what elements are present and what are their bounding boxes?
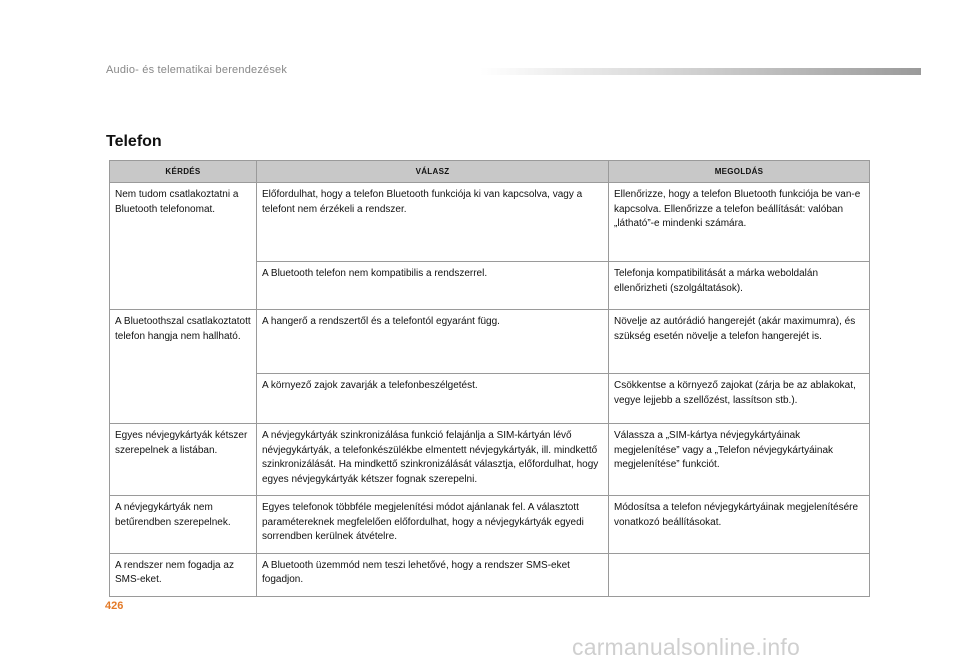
table-row [110, 424, 870, 496]
answer-cell: A Bluetooth telefon nem kompatibilis a rendszerrel. [257, 262, 609, 310]
table-row [110, 310, 870, 374]
question-cell: Egyes névjegykártyák kétszer szerepelnek a listában. [110, 424, 257, 496]
question-cell: Nem tudom csatlakoztatni a Bluetooth telefonomat. [110, 183, 257, 310]
solution-cell: Telefonja kompatibilitását a márka weboldalán ellenőrizheti (szolgáltatások). [609, 262, 870, 310]
column-header-question: KÉRDÉS [110, 161, 257, 183]
watermark: carmanualsonline.info [572, 634, 800, 660]
troubleshooting-table [109, 160, 870, 597]
table-row [110, 553, 870, 596]
answer-cell: A névjegykártyák szinkronizálása funkció felajánlja a SIM-kártyán lévő névjegykártyák, a telefonkészülékbe elmentett névjegykártyák, ill. mindkettő szinkronizálását. Ha mindkettő szinkronizálását választja, előfordulhat, hogy egyes névjegykártyák kétszer fognak szerepelni. [257, 424, 609, 496]
section-title: Audio- és telematikai berendezések [106, 64, 288, 76]
question-cell: A rendszer nem fogadja az SMS-eket. [110, 553, 257, 596]
answer-cell: A környező zajok zavarják a telefonbeszélgetést. [257, 374, 609, 424]
solution-cell: Válassza a „SIM-kártya névjegykártyáinak megjelenítése” vagy a „Telefon névjegykártyáinak megjelenítése” funkciót. [609, 424, 870, 496]
answer-cell: Egyes telefonok többféle megjelenítési módot ajánlanak fel. A választott paramétereknek megfelelően előfordulhat, hogy a névjegykártyák egyedi sorrendben kerülnek átvételre. [257, 496, 609, 554]
solution-cell [609, 553, 870, 596]
column-header-solution: MEGOLDÁS [609, 161, 870, 183]
answer-cell: Előfordulhat, hogy a telefon Bluetooth funkciója ki van kapcsolva, vagy a telefont nem érzékeli a rendszer. [257, 183, 609, 262]
header-decorative-bar [480, 68, 921, 75]
solution-cell: Ellenőrizze, hogy a telefon Bluetooth funkciója be van-e kapcsolva. Ellenőrizze a telefon beállítását: valóban „látható”-e mindenki számára. [609, 183, 870, 262]
solution-cell: Módosítsa a telefon névjegykártyáinak megjelenítésére vonatkozó beállításokat. [609, 496, 870, 554]
table-header-row [110, 161, 870, 183]
question-cell: A névjegykártyák nem betűrendben szerepelnek. [110, 496, 257, 554]
answer-cell: A hangerő a rendszertől és a telefontól egyaránt függ. [257, 310, 609, 374]
table-row [110, 183, 870, 262]
solution-cell: Növelje az autórádió hangerejét (akár maximumra), és szükség esetén növelje a telefon hangerejét is. [609, 310, 870, 374]
column-header-answer: VÁLASZ [257, 161, 609, 183]
page-number: 426 [105, 600, 124, 612]
answer-cell: A Bluetooth üzemmód nem teszi lehetővé, hogy a rendszer SMS-eket fogadjon. [257, 553, 609, 596]
question-cell: A Bluetoothszal csatlakoztatott telefon hangja nem hallható. [110, 310, 257, 424]
table-row [110, 496, 870, 554]
solution-cell: Csökkentse a környező zajokat (zárja be az ablakokat, vegye lejjebb a szellőzést, lassítson stb.). [609, 374, 870, 424]
page-title: Telefon [106, 133, 162, 150]
